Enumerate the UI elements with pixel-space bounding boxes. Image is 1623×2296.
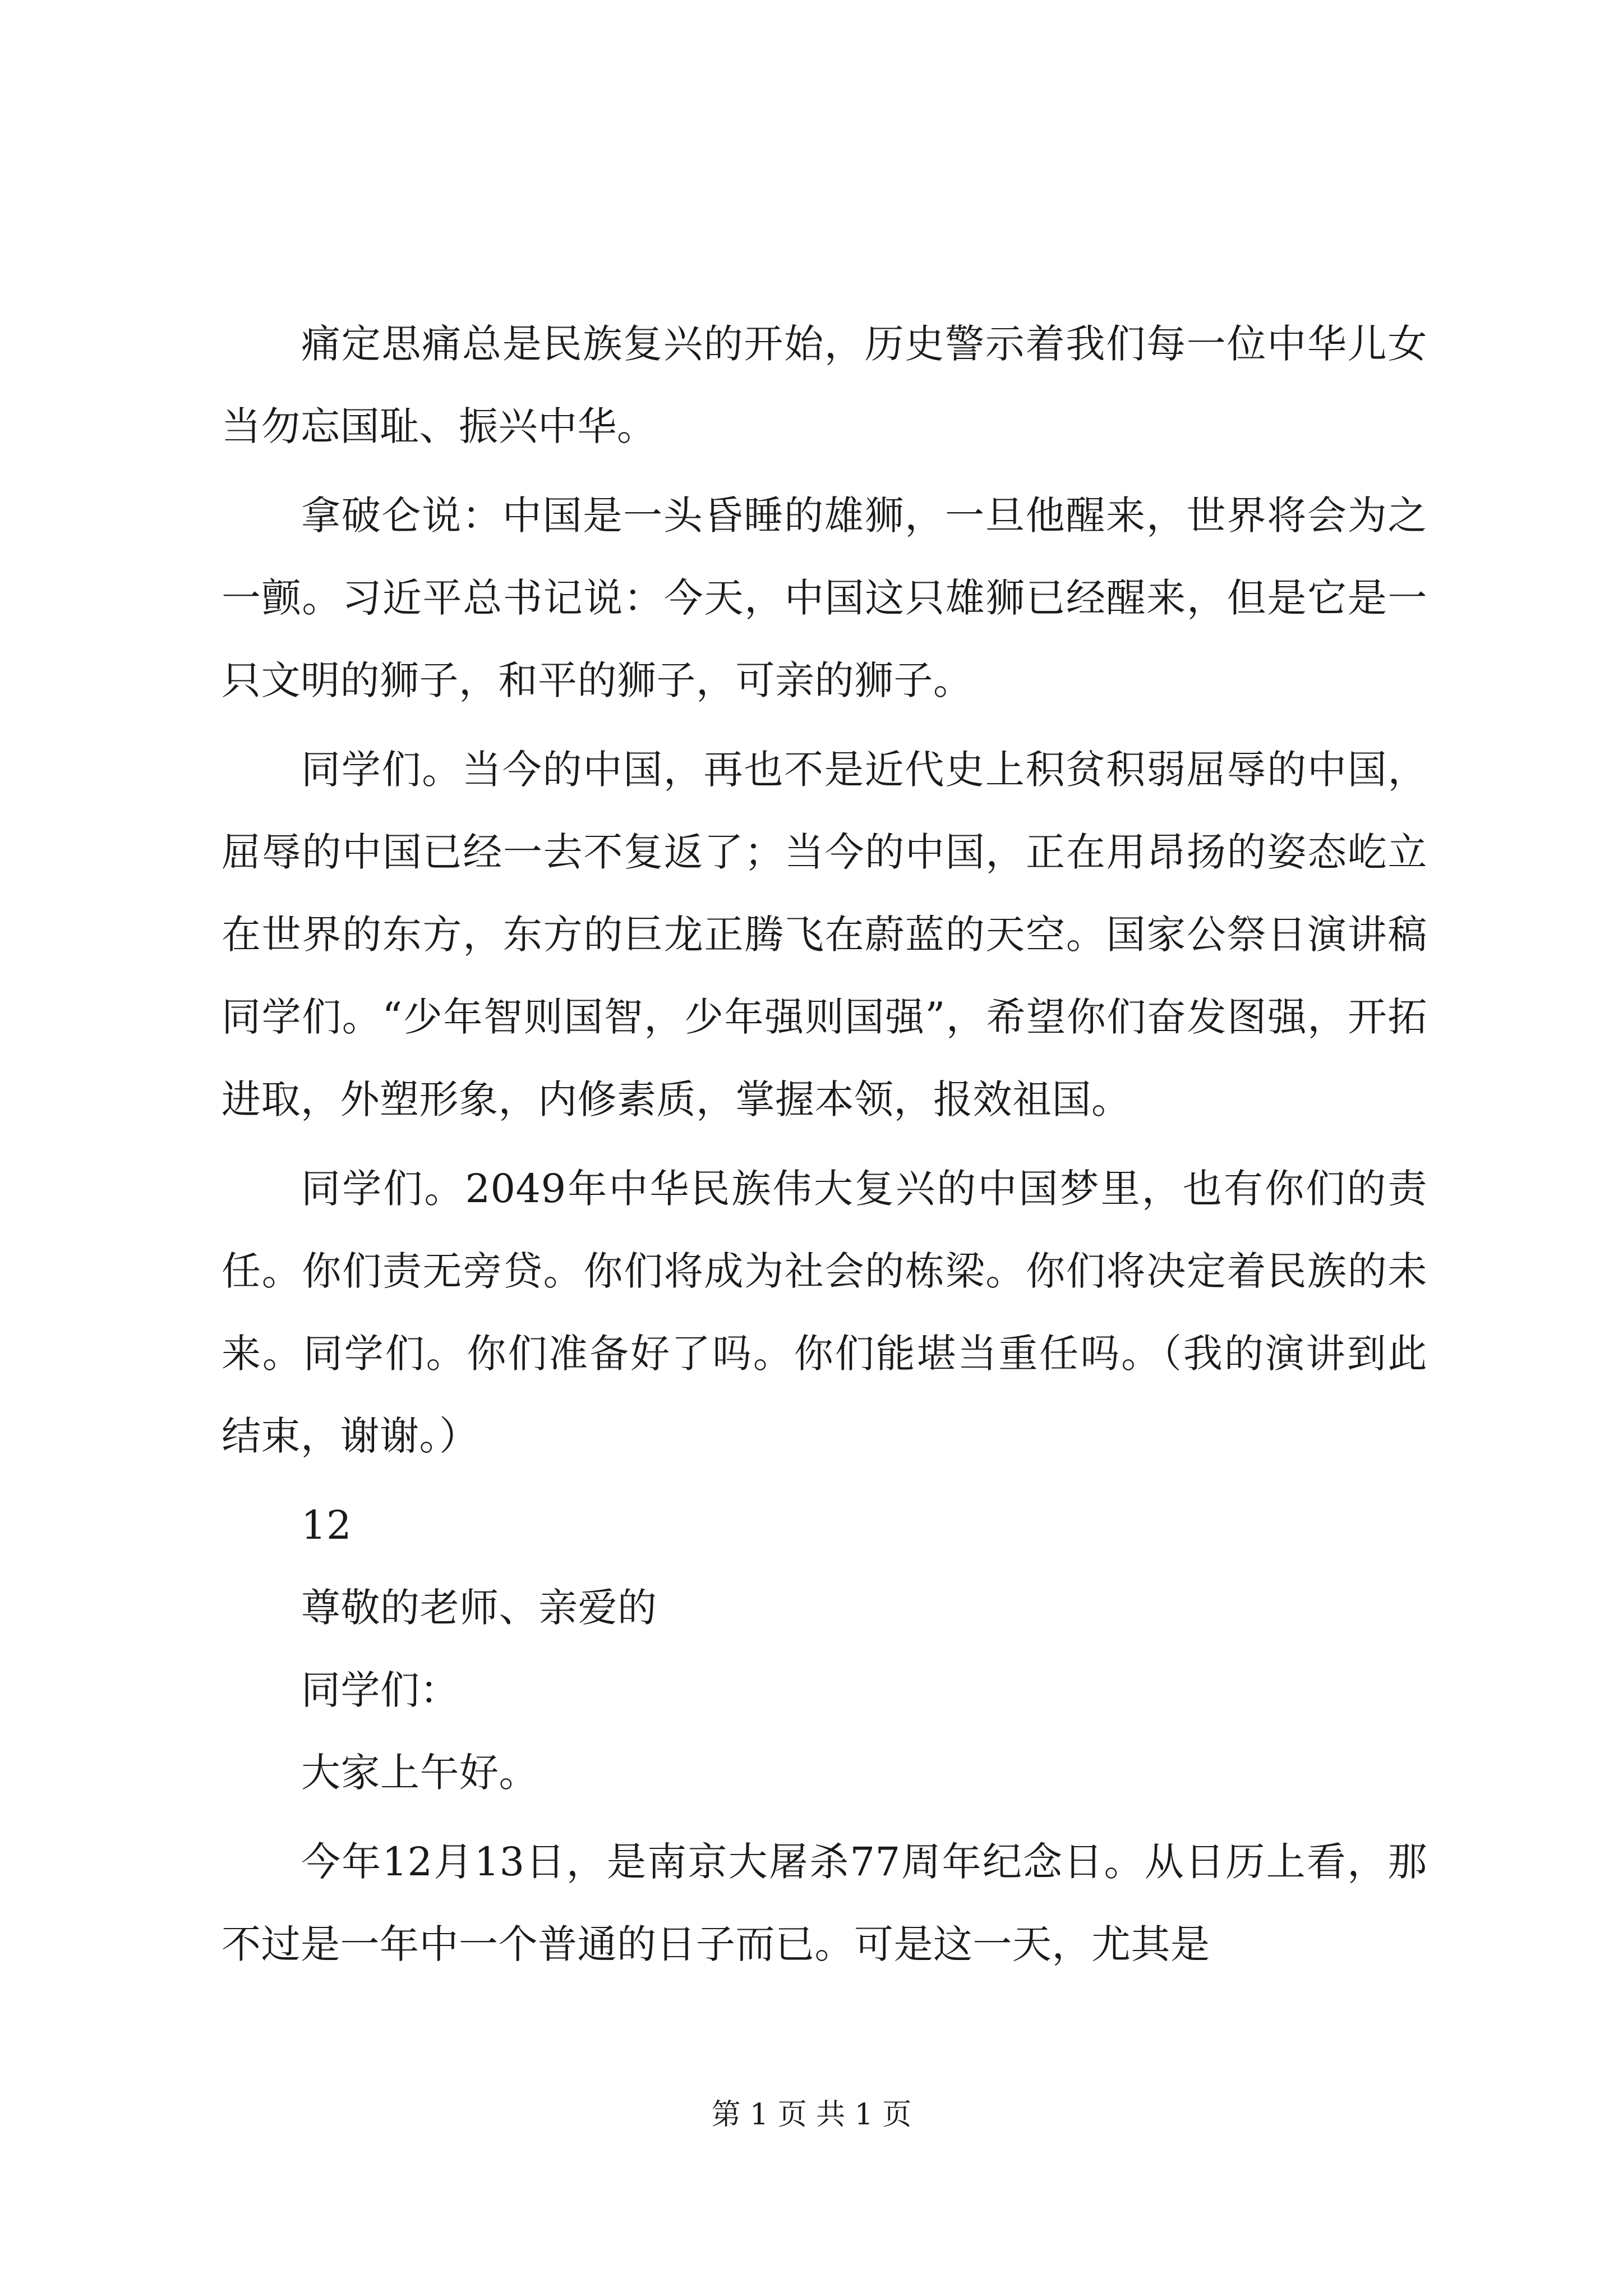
paragraph-3: 同学们。当今的中国，再也不是近代史上积贫积弱屈辱的中国，屈辱的中国已经一去不复返了；当今的中国，正在用昂扬的姿态屹立在世界的东方，东方的巨龙正腾飞在蔚蓝的天空。国家公祭日演讲稿同学们。“少年智则国智，少年强则国强”，希望你们奋发图强，开拓进取，外塑形象，内修素质，掌握本领，报效祖国。 <box>222 747 1427 1122</box>
paragraph-2: 拿破仑说：中国是一头昏睡的雄狮，一旦他醒来，世界将会为之一颤。习近平总书记说：今天，中国这只雄狮已经醒来，但是它是一只文明的狮子，和平的狮子，可亲的狮子。 <box>222 493 1427 703</box>
paragraph-5: 12 <box>301 1502 352 1548</box>
paragraph-9: 今年12月13日，是南京大屠杀77周年纪念日。从日历上看，那不过是一年中一个普通的日子而已。可是这一天，尤其是 <box>222 1839 1427 1967</box>
page-footer: 第 1 页 共 1 页 <box>711 2098 912 2132</box>
paragraph-8: 大家上午好。 <box>301 1750 538 1796</box>
paragraph-4: 同学们。2049年中华民族伟大复兴的中国梦里，也有你们的责任。你们责无旁贷。你们将成为社会的栋梁。你们将决定着民族的未来。同学们。你们准备好了吗。你们能堪当重任吗。（我的演讲到此结束，谢谢。） <box>222 1166 1427 1459</box>
paragraph-7: 同学们： <box>301 1667 459 1713</box>
paragraph-1: 痛定思痛总是民族复兴的开始，历史警示着我们每一位中华儿女当勿忘国耻、振兴中华。 <box>222 321 1427 449</box>
document-body <box>222 303 1427 1986</box>
paragraph-6: 尊敬的老师、亲爱的 <box>301 1585 657 1631</box>
